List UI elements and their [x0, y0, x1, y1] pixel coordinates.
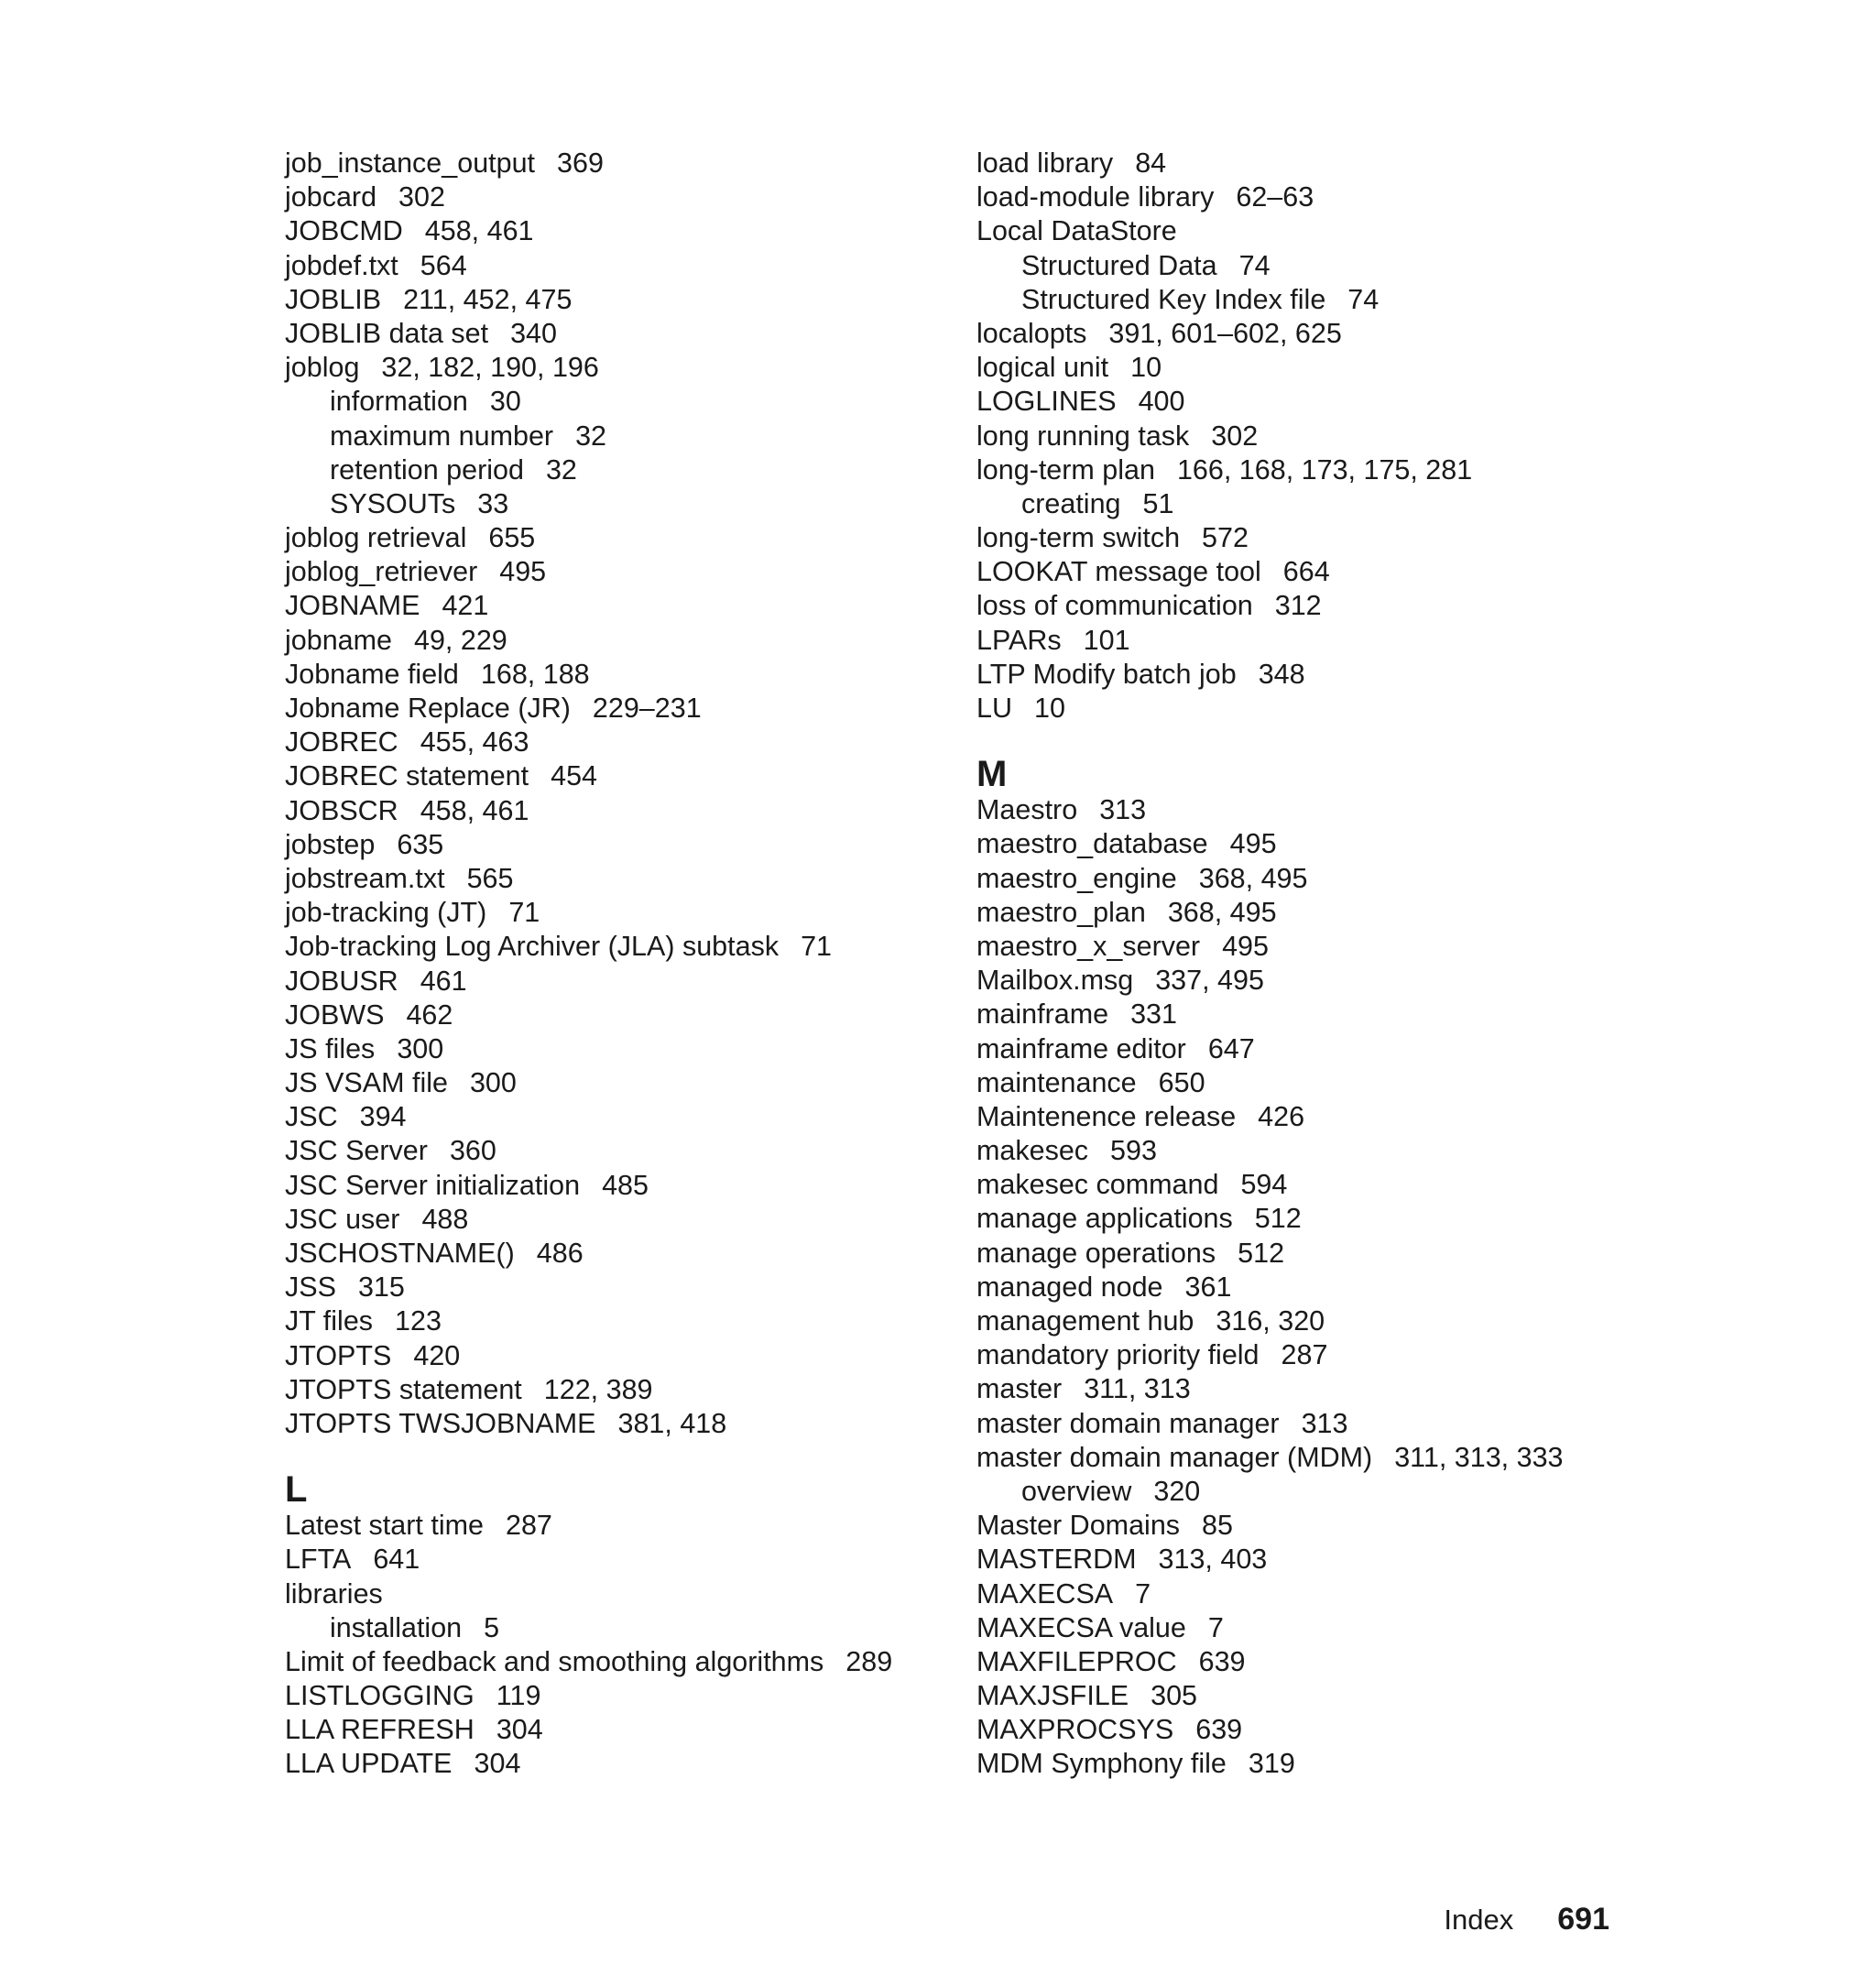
index-page-refs: 300 — [397, 1032, 444, 1064]
index-subentry — [976, 1475, 1673, 1509]
index-term: MAXJSFILE — [976, 1680, 1129, 1712]
index-page-refs: 639 — [1195, 1714, 1243, 1746]
index-entry — [976, 1237, 1673, 1271]
index-page-refs: 512 — [1254, 1203, 1302, 1235]
index-page-refs: 486 — [536, 1238, 584, 1269]
index-page-refs: 381, 418 — [617, 1407, 727, 1439]
index-term: jobstream.txt — [285, 862, 445, 894]
index-entry — [976, 214, 1673, 248]
index-term: LFTA — [285, 1544, 352, 1576]
index-page-refs: 313, 403 — [1158, 1544, 1268, 1576]
index-term: JOBNAME — [285, 590, 420, 622]
index-term: information — [330, 386, 468, 418]
index-page-refs: 564 — [420, 249, 467, 281]
index-term: Jobname field — [285, 658, 459, 690]
index-page-refs: 635 — [397, 828, 444, 860]
index-entry — [976, 896, 1673, 930]
index-page-refs: 302 — [398, 181, 445, 213]
index-entry — [285, 794, 944, 828]
index-subentry — [285, 453, 944, 487]
index-page-refs: 361 — [1184, 1271, 1232, 1303]
index-term: JS files — [285, 1032, 376, 1064]
index-page-refs: 71 — [508, 897, 540, 929]
index-entry — [976, 793, 1673, 827]
index-page-refs: 30 — [489, 386, 521, 418]
index-page-refs: 74 — [1347, 283, 1380, 315]
index-entry — [285, 283, 944, 317]
index-term: maintenance — [976, 1066, 1137, 1098]
index-entry — [285, 1407, 944, 1441]
index-entry — [285, 1577, 944, 1611]
index-page-refs: 311, 313, 333 — [1394, 1441, 1564, 1473]
index-term: manage applications — [976, 1203, 1233, 1235]
index-term: Maintenence release — [976, 1100, 1237, 1132]
index-term: JSCHOSTNAME() — [285, 1238, 515, 1269]
index-entry — [285, 249, 944, 283]
index-term: long-term switch — [976, 522, 1181, 554]
index-page-refs: 166, 168, 173, 175, 281 — [1176, 453, 1473, 486]
index-page-refs: 462 — [406, 998, 453, 1031]
index-term: mainframe — [976, 998, 1109, 1031]
index-term: LU — [976, 693, 1012, 724]
index-entry — [285, 1237, 944, 1271]
index-page-refs: 287 — [505, 1510, 552, 1542]
index-entry — [976, 180, 1673, 214]
index-entry — [285, 930, 944, 964]
index-term: creating — [1021, 487, 1121, 519]
index-entry — [285, 1169, 944, 1203]
index-term: JTOPTS — [285, 1339, 392, 1371]
index-entry — [285, 214, 944, 248]
index-page-refs: 315 — [357, 1271, 405, 1304]
index-page-refs: 369 — [557, 147, 604, 179]
index-page-refs: 488 — [421, 1203, 469, 1235]
index-entry — [285, 759, 944, 793]
index-term: JSC Server — [285, 1135, 428, 1167]
index-page-refs: 495 — [1222, 930, 1269, 962]
index-term: JOBSCR — [285, 794, 398, 826]
index-entry — [976, 1747, 1673, 1781]
index-term: retention period — [330, 453, 524, 486]
index-page-refs: 572 — [1202, 522, 1249, 554]
index-entry — [285, 147, 944, 180]
index-entry — [976, 1645, 1673, 1679]
index-page-refs: 168, 188 — [480, 658, 590, 690]
index-page-refs: 316, 320 — [1216, 1305, 1325, 1337]
index-page-refs: 454 — [551, 760, 598, 792]
index-entry — [976, 1202, 1673, 1236]
index-entries-l — [285, 1509, 944, 1782]
index-entry — [285, 1747, 944, 1781]
index-term: long running task — [976, 420, 1190, 452]
index-page-refs: 313 — [1099, 794, 1147, 826]
footer-label: Index — [1444, 1904, 1514, 1936]
index-subentry — [285, 385, 944, 419]
index-page-refs: 62–63 — [1236, 181, 1314, 213]
index-term: JS VSAM file — [285, 1067, 448, 1099]
index-term: Jobname Replace (JR) — [285, 693, 571, 724]
index-term: job-tracking (JT) — [285, 897, 487, 929]
index-term: jobdef.txt — [285, 249, 398, 281]
index-column-right — [976, 147, 1673, 1782]
index-term: manage operations — [976, 1237, 1216, 1269]
index-term: JOBCMD — [285, 215, 403, 247]
index-term: JOBLIB data set — [285, 317, 489, 349]
index-page-refs: 400 — [1138, 386, 1185, 418]
index-entry — [976, 1271, 1673, 1304]
index-entry — [285, 862, 944, 896]
index-entry — [976, 1100, 1673, 1134]
index-page-refs: 302 — [1211, 420, 1259, 452]
index-entry — [976, 1713, 1673, 1747]
index-subentry — [976, 249, 1673, 283]
index-entry — [976, 1407, 1673, 1441]
index-entry — [285, 351, 944, 385]
index-term: JOBLIB — [285, 283, 382, 315]
index-page-refs: 32 — [575, 420, 606, 452]
index-page-refs: 368, 495 — [1167, 896, 1277, 928]
index-page-refs: 458, 461 — [424, 215, 534, 247]
index-term: master domain manager — [976, 1407, 1280, 1439]
index-term: load-module library — [976, 181, 1215, 213]
index-entry — [976, 420, 1673, 453]
index-entry — [976, 1032, 1673, 1066]
index-entry — [285, 624, 944, 658]
index-page-refs: 664 — [1282, 556, 1330, 588]
index-page-refs: 641 — [373, 1544, 420, 1576]
index-term: overview — [1021, 1475, 1132, 1507]
index-term: JT files — [285, 1305, 374, 1337]
index-term: logical unit — [976, 352, 1109, 384]
index-term: joblog retrieval — [285, 522, 467, 554]
index-term: jobstep — [285, 828, 376, 860]
index-term: jobname — [285, 624, 392, 656]
index-page-refs: 368, 495 — [1198, 862, 1308, 894]
index-term: Job-tracking Log Archiver (JLA) subtask — [285, 931, 780, 963]
index-term: Mailbox.msg — [976, 965, 1134, 997]
index-entry — [285, 828, 944, 862]
index-page-refs: 101 — [1083, 624, 1130, 656]
index-entry — [285, 589, 944, 623]
index-term: libraries — [285, 1577, 383, 1610]
index-term: LOGLINES — [976, 386, 1117, 418]
index-subentry — [285, 487, 944, 521]
index-page-refs: 340 — [510, 317, 557, 349]
index-page-refs: 348 — [1258, 658, 1305, 690]
index-subentry — [285, 1611, 944, 1645]
index-term: JOBREC statement — [285, 760, 529, 792]
index-term: maestro_x_server — [976, 930, 1201, 962]
index-entry — [976, 1611, 1673, 1645]
index-page-refs: 305 — [1151, 1680, 1197, 1712]
index-page-refs: 461 — [420, 965, 467, 997]
index-term: master domain manager (MDM) — [976, 1441, 1373, 1473]
index-entries-l-continued — [976, 147, 1673, 726]
index-term: jobcard — [285, 181, 377, 213]
index-entry — [976, 385, 1673, 419]
index-term: MAXPROCSYS — [976, 1714, 1174, 1746]
index-term: maximum number — [330, 420, 554, 452]
index-entry — [976, 1679, 1673, 1713]
index-page-refs: 485 — [602, 1169, 649, 1201]
index-page-refs: 7 — [1207, 1611, 1224, 1643]
index-term: mandatory priority field — [976, 1339, 1260, 1371]
index-term: MAXECSA value — [976, 1611, 1186, 1643]
index-term: JOBUSR — [285, 965, 398, 997]
index-page-refs: 10 — [1034, 693, 1065, 724]
index-entry — [285, 1543, 944, 1577]
index-page-refs: 593 — [1110, 1135, 1157, 1167]
index-term: managed node — [976, 1271, 1163, 1303]
index-page-refs: 313 — [1301, 1407, 1348, 1439]
index-term: LTP Modify batch job — [976, 658, 1237, 690]
index-entry — [976, 555, 1673, 589]
index-term: Structured Data — [1021, 249, 1217, 281]
index-entry — [976, 624, 1673, 658]
index-entry — [976, 589, 1673, 623]
index-term: management hub — [976, 1305, 1194, 1337]
index-term: SYSOUTs — [330, 487, 456, 519]
index-page-refs: 495 — [499, 556, 547, 588]
index-entry — [285, 1134, 944, 1168]
index-term: JSC Server initialization — [285, 1169, 581, 1201]
index-term: joblog_retriever — [285, 556, 478, 588]
index-entry — [285, 998, 944, 1032]
index-entry — [285, 1203, 944, 1237]
index-term: MDM Symphony file — [976, 1748, 1227, 1780]
index-entry — [976, 964, 1673, 998]
index-column-left — [285, 147, 944, 1782]
index-entry — [976, 1372, 1673, 1406]
index-page-refs: 229–231 — [592, 693, 702, 724]
index-subentry — [976, 283, 1673, 317]
index-page-refs: 33 — [477, 487, 509, 519]
index-term: Latest start time — [285, 1510, 484, 1542]
index-page-refs: 565 — [466, 862, 514, 894]
index-page-refs: 647 — [1207, 1032, 1255, 1064]
index-entry — [976, 1168, 1673, 1202]
index-entry — [976, 147, 1673, 180]
index-entry — [285, 1032, 944, 1066]
index-entry — [285, 726, 944, 759]
index-term: master — [976, 1373, 1063, 1405]
index-term: mainframe editor — [976, 1032, 1186, 1064]
index-entry — [285, 555, 944, 589]
index-page-refs: 289 — [845, 1645, 893, 1677]
index-term: Structured Key Index file — [1021, 283, 1326, 315]
index-term: JOBWS — [285, 998, 385, 1031]
index-term: LISTLOGGING — [285, 1680, 474, 1712]
index-page-refs: 5 — [484, 1611, 500, 1643]
index-page-refs: 85 — [1202, 1510, 1233, 1542]
index-entry — [285, 1100, 944, 1134]
index-entry — [285, 1373, 944, 1407]
index-entry — [976, 862, 1673, 896]
index-page-refs: 320 — [1153, 1475, 1201, 1507]
index-term: JOBREC — [285, 726, 398, 758]
index-page-refs: 458, 461 — [420, 794, 529, 826]
index-entry — [285, 896, 944, 930]
index-entry — [285, 1304, 944, 1338]
page-number: 691 — [1557, 1902, 1609, 1937]
index-entry — [976, 827, 1673, 861]
index-page-refs: 650 — [1158, 1066, 1205, 1098]
index-entry — [285, 658, 944, 692]
index-page-refs: 337, 495 — [1155, 965, 1264, 997]
index-page-refs: 84 — [1135, 147, 1167, 179]
index-page-refs: 655 — [488, 522, 536, 554]
index-entry — [285, 1271, 944, 1304]
index-entry — [285, 692, 944, 726]
index-page-refs: 211, 452, 475 — [403, 283, 573, 315]
index-entry — [976, 317, 1673, 351]
index-entry — [285, 521, 944, 555]
index-page-refs: 426 — [1258, 1100, 1305, 1132]
index-term: joblog — [285, 352, 360, 384]
index-term: long-term plan — [976, 453, 1155, 486]
index-term: Limit of feedback and smoothing algorithms — [285, 1645, 824, 1677]
page-footer — [1444, 1902, 1609, 1937]
index-page-refs: 360 — [449, 1135, 496, 1167]
index-term: MAXFILEPROC — [976, 1645, 1177, 1677]
section-heading-m: M — [976, 754, 1008, 795]
index-page-refs: 10 — [1130, 352, 1162, 384]
index-term: Local DataStore — [976, 215, 1177, 247]
index-entry — [976, 930, 1673, 964]
index-term: JSC user — [285, 1203, 400, 1235]
index-page-refs: 512 — [1238, 1237, 1285, 1269]
index-entry — [976, 658, 1673, 692]
index-entry — [976, 1066, 1673, 1100]
index-subentry — [976, 487, 1673, 521]
index-entry — [976, 1509, 1673, 1543]
index-page-refs: 495 — [1229, 828, 1277, 860]
index-term: Maestro — [976, 794, 1078, 826]
index-page-refs: 304 — [474, 1748, 521, 1780]
index-entry — [976, 1441, 1673, 1475]
index-entry — [285, 1509, 944, 1543]
index-entry — [285, 1339, 944, 1373]
index-page-refs: 455, 463 — [420, 726, 529, 758]
index-entry — [285, 1679, 944, 1713]
index-page-refs: 319 — [1248, 1748, 1295, 1780]
index-page-refs: 287 — [1281, 1339, 1328, 1371]
index-term: installation — [330, 1611, 463, 1643]
index-term: maestro_engine — [976, 862, 1177, 894]
index-term: makesec command — [976, 1169, 1219, 1201]
index-page-refs: 391, 601–602, 625 — [1108, 317, 1342, 349]
index-page-refs: 421 — [442, 590, 489, 622]
index-page-refs: 123 — [395, 1305, 442, 1337]
index-entry — [285, 1713, 944, 1747]
index-entry — [285, 965, 944, 998]
index-entry — [285, 1645, 944, 1679]
index-term: LLA REFRESH — [285, 1714, 474, 1746]
index-page-refs: 7 — [1135, 1577, 1151, 1610]
index-term: LOOKAT message tool — [976, 556, 1261, 588]
index-term: job_instance_output — [285, 147, 536, 179]
index-page-refs: 51 — [1142, 487, 1174, 519]
index-entry — [976, 521, 1673, 555]
index-entry — [285, 1066, 944, 1100]
index-page-refs: 122, 389 — [543, 1373, 653, 1405]
index-entry — [976, 1577, 1673, 1611]
index-entry — [976, 998, 1673, 1031]
index-page-refs: 49, 229 — [414, 624, 507, 656]
index-entry — [285, 180, 944, 214]
index-term: load library — [976, 147, 1114, 179]
section-heading-l: L — [285, 1469, 308, 1511]
index-term: maestro_database — [976, 828, 1208, 860]
index-page-refs: 594 — [1240, 1169, 1288, 1201]
index-page-refs: 312 — [1274, 590, 1322, 622]
index-page-refs: 311, 313 — [1084, 1373, 1191, 1405]
index-entry — [976, 453, 1673, 487]
index-entry — [976, 1304, 1673, 1338]
index-page-refs: 420 — [413, 1339, 461, 1371]
index-entry — [976, 1134, 1673, 1168]
index-term: JSS — [285, 1271, 336, 1304]
index-page-refs: 32, 182, 190, 196 — [381, 352, 599, 384]
index-term: LLA UPDATE — [285, 1748, 453, 1780]
index-entry — [976, 351, 1673, 385]
index-term: loss of communication — [976, 590, 1253, 622]
index-page-refs: 32 — [545, 453, 577, 486]
index-page-refs: 119 — [496, 1680, 541, 1712]
index-term: JTOPTS statement — [285, 1373, 522, 1405]
index-entry — [285, 317, 944, 351]
index-term: LPARs — [976, 624, 1062, 656]
index-entry — [976, 692, 1673, 726]
index-term: MASTERDM — [976, 1544, 1137, 1576]
index-term: makesec — [976, 1135, 1089, 1167]
index-page-refs: 639 — [1198, 1645, 1246, 1677]
index-term: maestro_plan — [976, 896, 1146, 928]
index-term: Master Domains — [976, 1510, 1181, 1542]
index-term: JSC — [285, 1101, 338, 1133]
index-entry — [976, 1338, 1673, 1372]
index-term: JTOPTS TWSJOBNAME — [285, 1407, 596, 1439]
index-entries-m — [976, 793, 1673, 1781]
index-page-refs: 331 — [1130, 998, 1177, 1031]
index-page-refs: 71 — [801, 931, 833, 963]
index-page-refs: 304 — [496, 1714, 543, 1746]
index-page-refs: 394 — [359, 1101, 407, 1133]
index-entries-j — [285, 147, 944, 1441]
index-page-refs: 300 — [469, 1067, 517, 1099]
index-term: MAXECSA — [976, 1577, 1114, 1610]
index-page-refs: 74 — [1238, 249, 1271, 281]
index-subentry — [285, 420, 944, 453]
index-term: localopts — [976, 317, 1087, 349]
index-entry — [976, 1543, 1673, 1577]
